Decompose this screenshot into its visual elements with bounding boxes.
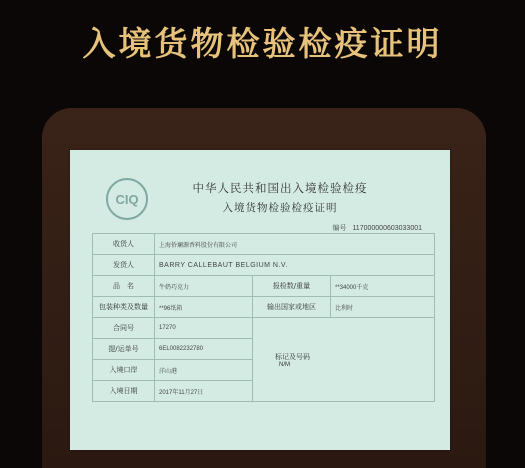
consignee-label: 收货人 (93, 234, 155, 255)
table-row (93, 297, 435, 318)
certificate-title: 入境货物检验检疫证明 (222, 202, 338, 214)
date-value: 2017年11月27日 (155, 381, 253, 402)
package-label: 包装种类及数量 (93, 297, 155, 318)
contract-value: 17270 (155, 318, 253, 339)
date-label: 入境日期 (93, 381, 155, 402)
certificate-document (70, 150, 450, 450)
ciq-seal-logo: CIQ (106, 178, 148, 220)
origin-label: 输出国家或地区 (253, 297, 331, 318)
port-label: 入境口岸 (93, 360, 155, 381)
contract-label: 合同号 (93, 318, 155, 339)
page-title: 入境货物检验检疫证明 (82, 24, 443, 63)
certificate-form-table (92, 233, 435, 402)
table-row (93, 276, 435, 297)
certificate-number-label: 编号 (332, 225, 347, 232)
bl-label: 提/运单号 (93, 339, 155, 360)
product-value: 牛奶巧克力 (155, 276, 253, 297)
table-row (93, 318, 435, 339)
table-row (93, 255, 435, 276)
port-value: 洋山港 (155, 360, 253, 381)
bl-value: 6EL0082232780 (155, 339, 253, 360)
certificate-issuer: 中华人民共和国出入境检验检疫 (192, 181, 368, 195)
certificate-number-value: 117000000603033001 (352, 225, 422, 232)
consignor-value: BARRY CALLEBAUT BELGIUM N.V. (155, 255, 435, 276)
package-value: **96纸箱 (155, 297, 253, 318)
marks-cell (253, 318, 435, 402)
weight-label: 报检数/重量 (253, 276, 331, 297)
marks-value: N/M (279, 361, 290, 368)
origin-value: 比利时 (331, 297, 435, 318)
product-label: 品 名 (93, 276, 155, 297)
marks-label: 标记及号码 (275, 352, 310, 361)
consignee-value: 上海侨斓源香料股份有限公司 (155, 234, 435, 255)
table-row (93, 234, 435, 255)
consignor-label: 发货人 (93, 255, 155, 276)
certificate-number (332, 223, 422, 233)
weight-value: **34000千克 (331, 276, 435, 297)
